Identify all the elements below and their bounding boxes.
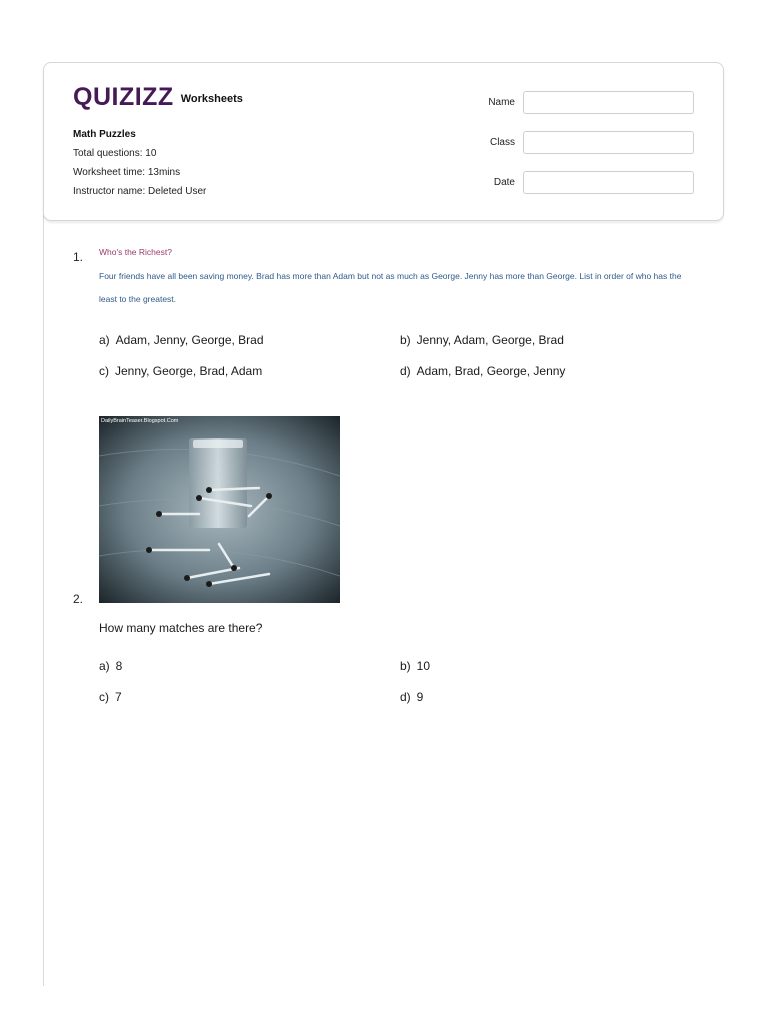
quizizz-logo: QUIZIZZ — [73, 83, 174, 111]
question-title: Who's the Richest? — [99, 247, 172, 257]
worksheet-meta — [73, 125, 206, 201]
option-letter: d) — [400, 690, 411, 704]
matches-photo — [99, 416, 340, 603]
worksheet-title: Math Puzzles — [73, 129, 136, 140]
option-letter: a) — [99, 333, 110, 347]
brand — [73, 84, 243, 110]
option-d — [400, 364, 565, 378]
option-text: 9 — [416, 690, 424, 704]
option-b — [400, 333, 564, 347]
question-number: 1. — [73, 250, 84, 264]
question-text: How many matches are there? — [99, 621, 263, 635]
option-a — [99, 333, 264, 347]
option-letter: c) — [99, 690, 109, 704]
option-text: Adam, Jenny, George, Brad — [115, 333, 264, 347]
option-d — [400, 690, 423, 704]
matches-photo-art — [99, 416, 340, 603]
photo-watermark: DailyBrainTeaser.Blogspot.Com — [101, 418, 179, 424]
option-letter: d) — [400, 364, 411, 378]
name-field-row — [475, 91, 694, 114]
class-field-row — [475, 131, 694, 154]
option-c — [99, 690, 122, 704]
total-questions: Total questions: 10 — [73, 148, 157, 159]
class-label: Class — [489, 137, 515, 148]
date-field[interactable] — [523, 171, 694, 194]
question-text: Four friends have all been saving money. Brad has more than Adam but not as much as George. Jenny has more than George. List in order of who has the least to the greatest. — [99, 271, 682, 304]
option-text: 10 — [416, 659, 431, 673]
option-b — [400, 659, 430, 673]
option-text: Adam, Brad, George, Jenny — [416, 364, 566, 378]
option-text: Jenny, George, Brad, Adam — [115, 364, 263, 378]
name-label: Name — [488, 97, 515, 108]
date-field-row — [475, 171, 694, 194]
option-c — [99, 364, 262, 378]
name-field[interactable] — [523, 91, 694, 114]
option-a — [99, 659, 122, 673]
option-letter: a) — [99, 659, 110, 673]
option-text: Jenny, Adam, George, Brad — [416, 333, 564, 347]
option-text: 8 — [115, 659, 123, 673]
option-letter: b) — [400, 333, 411, 347]
product-name: Worksheets — [180, 93, 243, 105]
instructor-name: Instructor name: Deleted User — [73, 186, 207, 197]
worksheet-header — [43, 62, 724, 221]
worksheet-time: Worksheet time: 13mins — [73, 167, 181, 178]
option-text: 7 — [115, 690, 122, 704]
option-letter: c) — [99, 364, 109, 378]
class-field[interactable] — [523, 131, 694, 154]
question-number: 2. — [73, 592, 84, 606]
option-letter: b) — [400, 659, 411, 673]
date-label: Date — [493, 177, 515, 188]
